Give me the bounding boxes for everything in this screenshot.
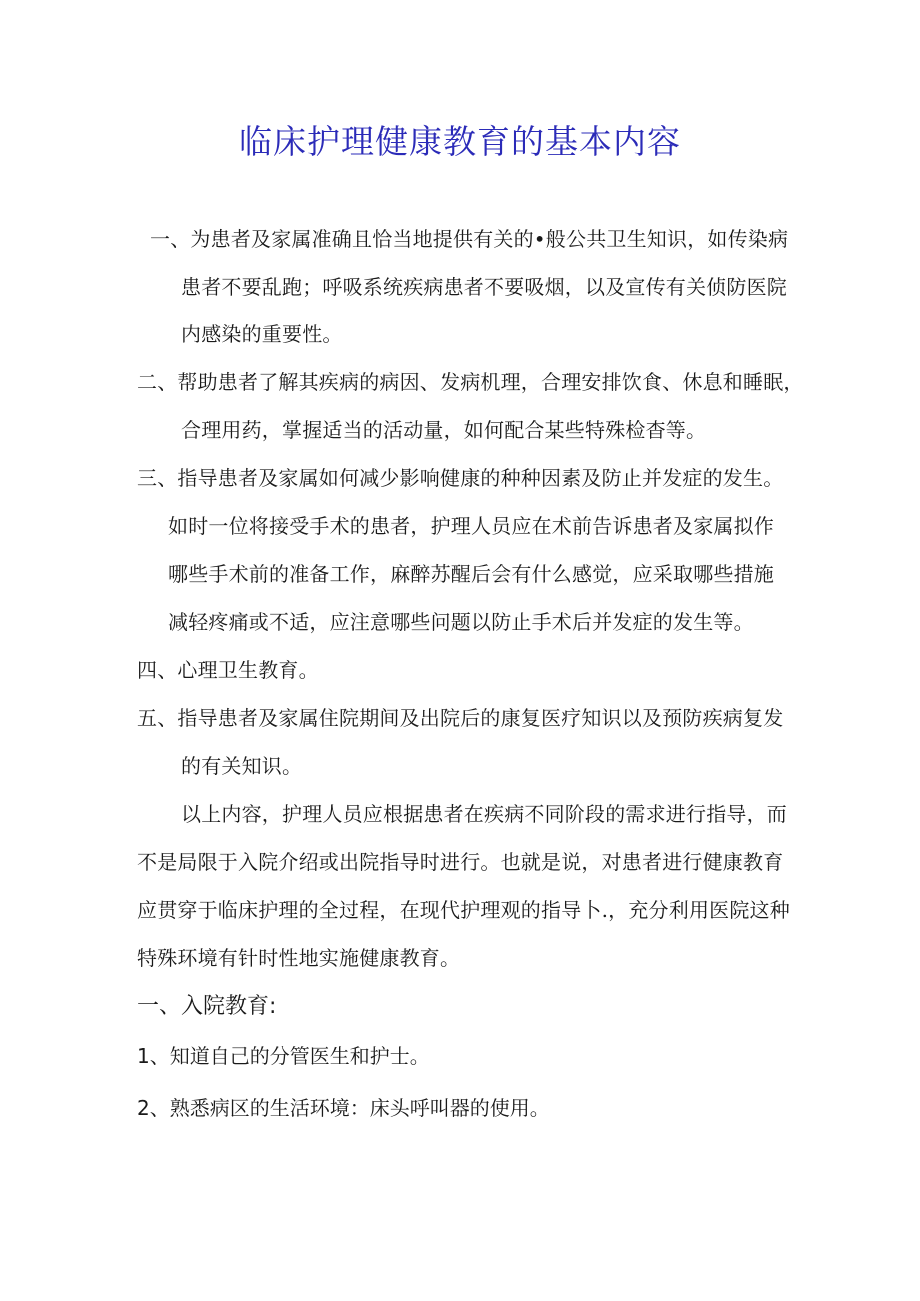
item-4-line-1: 四、心理卫生教育。: [137, 658, 319, 682]
section-heading: 一、入院教育:: [137, 994, 277, 1019]
page-title: 临床护理健康教育的基本内容: [239, 122, 681, 161]
item-5-line-2: 的有关知识。: [181, 754, 303, 778]
item-3-line-1: 三、指导患者及家属如何减少影响健康的种种因素及防止并发症的发生。: [137, 466, 784, 490]
item-3-line-3: 哪些手术前的准备工作，麻醉苏醒后会有什么感觉，应采取哪些措施: [168, 562, 774, 586]
item-2-line-1: 二、帮助患者了解其疾病的病因、发病机理，合理安排饮食、休息和睡眠，: [137, 370, 804, 394]
summary-line-3: 应贯穿于临床护理的全过程，在现代护理观的指导卜.，充分利用医院这种: [137, 898, 790, 922]
item-2-line-2: 合理用药，掌握适当的活动量，如何配合某些特殊检杳等。: [181, 418, 707, 442]
numbered-item-2: 2、熟悉病区的生活环境：床头呼叫器的使用。: [137, 1096, 550, 1120]
item-3-line-4: 减轻疼痛或不适，应注意哪些问题以防止手术后并发症的发生等。: [168, 610, 754, 634]
numbered-item-1: 1、知道自己的分管医生和护士。: [137, 1044, 430, 1068]
item-1-line-3: 内感染的重要性。: [181, 322, 343, 346]
item-1-line-1: 一、为患者及家属准确且恰当地提供有关的•般公共卫生知识，如传染病: [150, 227, 789, 251]
item-1-line-2: 患者不要乱跑；呼吸系统疾病患者不要吸烟，以及宣传有关侦防医院: [181, 275, 787, 299]
summary-line-2: 不是局限于入院介绍或出院指导时进行。也就是说，对患者进行健康教育: [137, 850, 784, 874]
item-3-line-2: 如时一位将接受手术的患者，护理人员应在术前告诉患者及家属拟作: [168, 514, 774, 538]
summary-line-1: 以上内容，护理人员应根据患者在疾病不同阶段的需求进行指导，而: [181, 802, 787, 826]
summary-line-4: 特殊环境有针时性地实施健康教育。: [137, 946, 461, 970]
item-5-line-1: 五、指导患者及家属住院期间及出院后的康复医疗知识以及预防疾病复发: [137, 706, 784, 730]
